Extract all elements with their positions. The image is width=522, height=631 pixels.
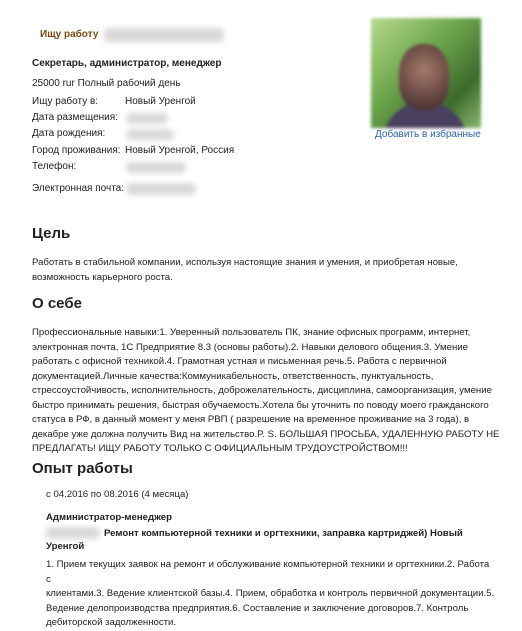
experience-period: с 04.2016 по 08.2016 (4 месяца) — [46, 489, 189, 500]
detail-label-city: Город проживания: — [32, 145, 121, 156]
add-to-favorites-link[interactable]: Добавить в избранные — [375, 129, 481, 140]
redacted-email — [126, 183, 196, 195]
redacted-posted-date — [126, 113, 168, 124]
about-heading: О себе — [32, 295, 82, 312]
detail-label-phone: Телефон: — [32, 161, 77, 172]
about-text: Профессиональные навыки:1. Уверенный пользователь ПК, знание офисных программ, интернет, электронная почта, 1С Предприятие 8.3 (основы работы).2. Навыки делового общения.3. Умение работать с офисной техникой.4. Грамотная устная и письменная речь.5. Работа с первичной документацией.Личные качества:Коммуникабельность, ответственность, пунктуальность, стрессоустойчивость, исполнительность, доброжелательность, дисциплина, самоорганизация, умение быстро принимать решения, быстрая обучаемость.Хотела бы уточнить по поводу моего гражданского статуса в РФ, в данный момент у меня РВП ( разрешение на временное проживание на 3 года), в декабре уже должна получить Вид на жительство.P. S. БОЛЬШАЯ ПРОСЬБА, УДАЛЕННУЮ РАБОТУ НЕ ПРЕДЛАГАТЬ! ИЩУ РАБОТУ ТОЛЬКО С ОФИЦИАЛЬНЫМ ТРУДОУСТРОЙСТВОМ!!! — [32, 327, 500, 454]
experience-job-title: Администратор-менеджер — [46, 512, 172, 523]
detail-label-birth-date: Дата рождения: — [32, 128, 106, 139]
detail-label-posted-date: Дата размещения: — [32, 112, 118, 123]
detail-value-city: Новый Уренгой, Россия — [125, 145, 235, 156]
experience-heading: Опыт работы — [32, 460, 133, 477]
profile-photo — [371, 18, 481, 128]
goal-text: Работать в стабильной компании, используя настоящие знания и умения, и приобретая новые, возможность карьерного роста. — [32, 257, 458, 283]
goal-heading: Цель — [32, 225, 71, 242]
seeking-label: Ищу работу — [40, 29, 99, 40]
resume-position: Секретарь, администратор, менеджер — [32, 58, 222, 69]
redacted-name — [104, 28, 224, 42]
detail-label-seeking-in: Ищу работу в: — [32, 96, 99, 107]
experience-company: Ремонт компьютерной техники и оргтехники, заправка картриджей) Новый Уренгой — [46, 528, 463, 552]
salary-info: 25000 rur Полный рабочий день — [32, 78, 181, 89]
redacted-birth-date — [126, 129, 174, 140]
detail-value-seeking-in: Новый Уренгой — [125, 96, 196, 107]
detail-label-email: Электронная почта: — [32, 183, 125, 194]
experience-duties: 1. Прием текущих заявок на ремонт и обслуживание компьютерной техники и оргтехники.2. Работа с клиентами.3. Ведение клиентской базы.4. Прием, обработка и контроль первичной документации.5. Ведение делопроизводства предприятия.6. Составление и заключение договоров.7. Контроль дебиторской задолженности. — [46, 559, 495, 628]
redacted-phone — [126, 162, 186, 173]
